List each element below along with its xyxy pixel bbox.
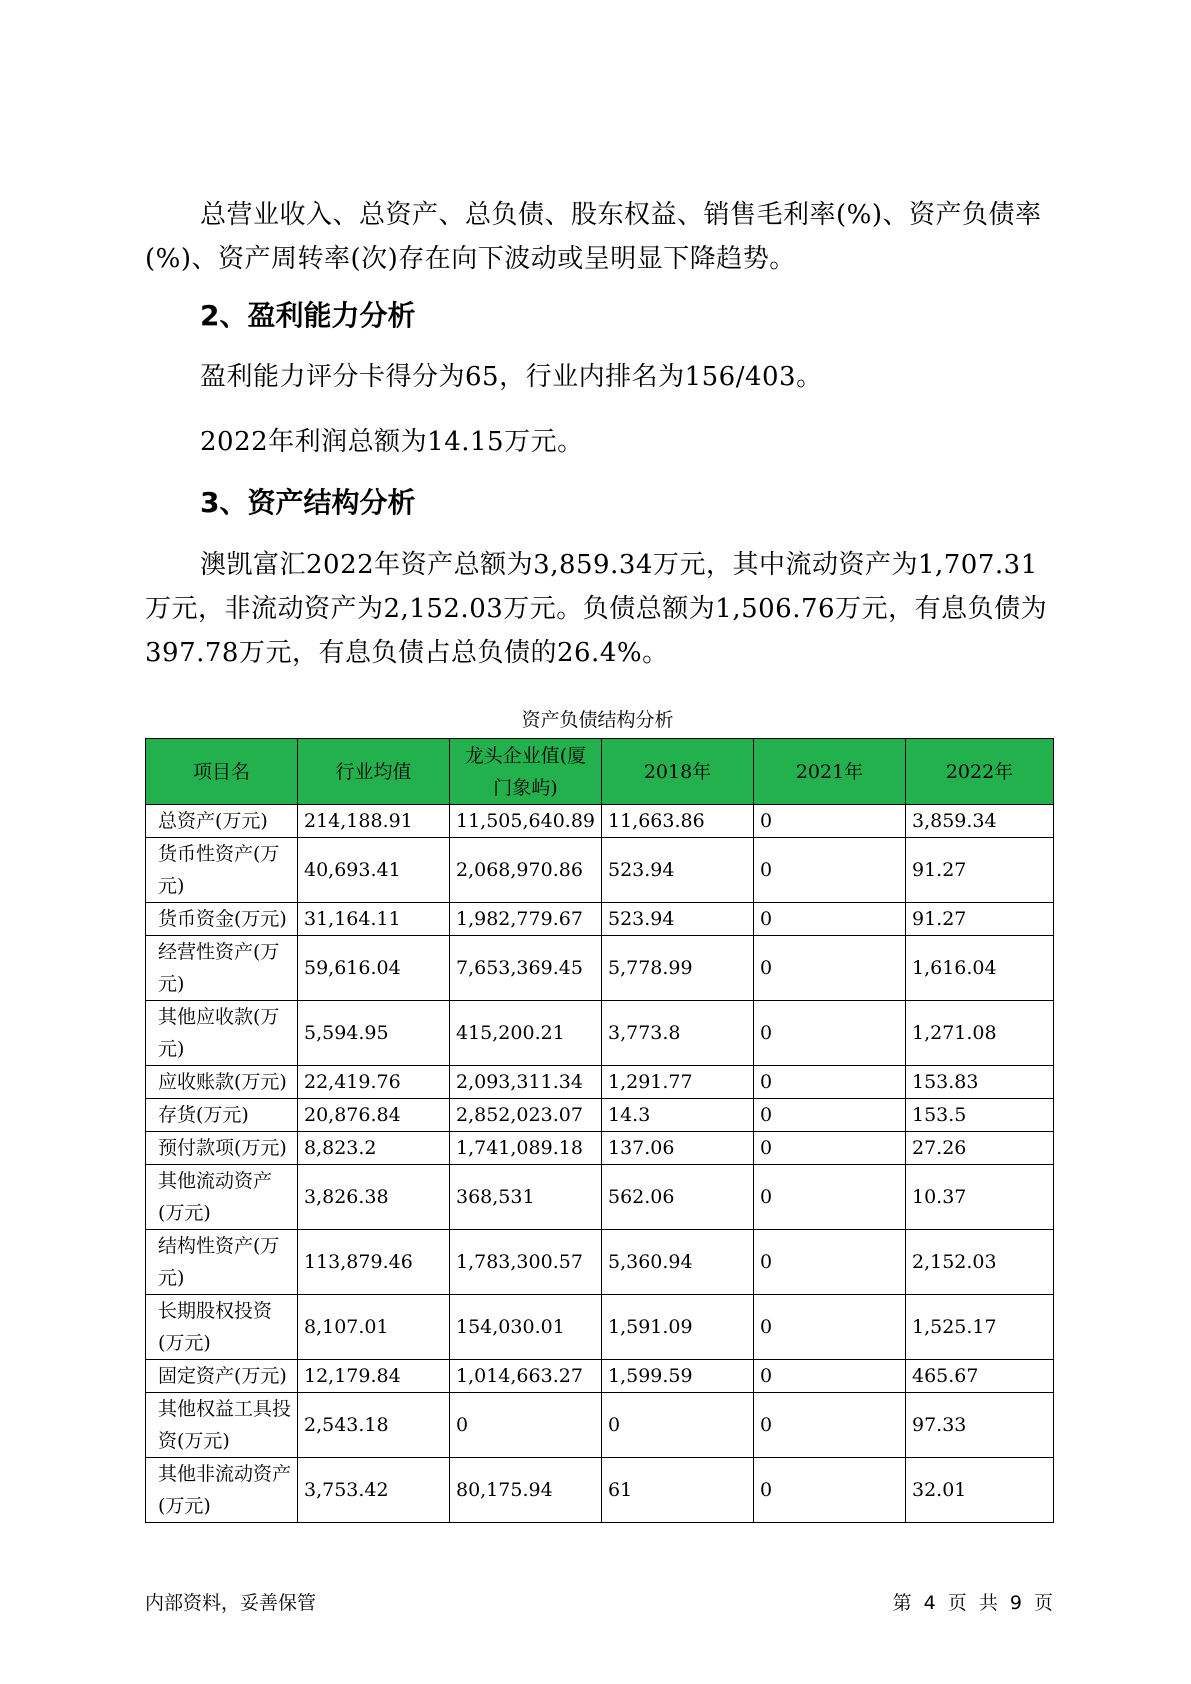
cell-industry-average: 31,164.11 xyxy=(298,903,450,936)
table-row xyxy=(146,1295,1054,1360)
cell-leader-value: 415,200.21 xyxy=(450,1001,602,1066)
table-row xyxy=(146,1001,1054,1066)
cell-leader-value: 2,068,970.86 xyxy=(450,838,602,903)
header-2021: 2021年 xyxy=(754,739,906,805)
cell-leader-value: 80,175.94 xyxy=(450,1458,602,1523)
cell-leader-value: 368,531 xyxy=(450,1165,602,1230)
cell-leader-value: 11,505,640.89 xyxy=(450,805,602,838)
cell-2021: 0 xyxy=(754,1458,906,1523)
cell-2021: 0 xyxy=(754,1295,906,1360)
row-label: 其他非流动资产(万元) xyxy=(146,1458,298,1523)
cell-2022: 91.27 xyxy=(906,838,1054,903)
cell-industry-average: 40,693.41 xyxy=(298,838,450,903)
footer-confidential-note: 内部资料，妥善保管 xyxy=(145,1592,317,1614)
cell-2022: 1,271.08 xyxy=(906,1001,1054,1066)
cell-industry-average: 3,826.38 xyxy=(298,1165,450,1230)
cell-2022: 153.83 xyxy=(906,1066,1054,1099)
cell-industry-average: 8,823.2 xyxy=(298,1132,450,1165)
cell-2018: 1,291.77 xyxy=(602,1066,754,1099)
cell-2022: 153.5 xyxy=(906,1099,1054,1132)
cell-2018: 3,773.8 xyxy=(602,1001,754,1066)
paragraph-trend: 总营业收入、总资产、总负债、股东权益、销售毛利率(%)、资产负债率(%)、资产周转率(次)存在向下波动或呈明显下降趋势。 xyxy=(145,200,1042,274)
cell-2021: 0 xyxy=(754,838,906,903)
row-label: 预付款项(万元) xyxy=(146,1132,298,1165)
cell-2022: 1,616.04 xyxy=(906,936,1054,1001)
cell-2021: 0 xyxy=(754,1099,906,1132)
cell-leader-value: 154,030.01 xyxy=(450,1295,602,1360)
cell-industry-average: 113,879.46 xyxy=(298,1230,450,1295)
cell-2021: 0 xyxy=(754,805,906,838)
asset-liability-table xyxy=(145,738,1054,1523)
row-label: 经营性资产(万元) xyxy=(146,936,298,1001)
cell-industry-average: 59,616.04 xyxy=(298,936,450,1001)
cell-2022: 10.37 xyxy=(906,1165,1054,1230)
cell-2018: 523.94 xyxy=(602,903,754,936)
row-label: 固定资产(万元) xyxy=(146,1360,298,1393)
cell-2021: 0 xyxy=(754,1393,906,1458)
section-heading-asset-structure: 3、资产结构分析 xyxy=(200,486,416,519)
cell-2018: 523.94 xyxy=(602,838,754,903)
table-row xyxy=(146,1230,1054,1295)
cell-2022: 465.67 xyxy=(906,1360,1054,1393)
cell-industry-average: 2,543.18 xyxy=(298,1393,450,1458)
cell-2022: 2,152.03 xyxy=(906,1230,1054,1295)
header-leader-value: 龙头企业值(厦门象屿) xyxy=(450,739,602,805)
row-label: 其他应收款(万元) xyxy=(146,1001,298,1066)
row-label: 总资产(万元) xyxy=(146,805,298,838)
table-row xyxy=(146,1458,1054,1523)
cell-2022: 1,525.17 xyxy=(906,1295,1054,1360)
footer-page-number: 第 4 页 共 9 页 xyxy=(892,1592,1053,1614)
cell-2021: 0 xyxy=(754,1165,906,1230)
cell-industry-average: 8,107.01 xyxy=(298,1295,450,1360)
row-label: 应收账款(万元) xyxy=(146,1066,298,1099)
cell-2018: 562.06 xyxy=(602,1165,754,1230)
table-row xyxy=(146,903,1054,936)
cell-industry-average: 22,419.76 xyxy=(298,1066,450,1099)
table-row xyxy=(146,1132,1054,1165)
section-heading-profitability: 2、盈利能力分析 xyxy=(200,299,416,332)
table-row xyxy=(146,1393,1054,1458)
cell-leader-value: 2,852,023.07 xyxy=(450,1099,602,1132)
cell-leader-value: 1,741,089.18 xyxy=(450,1132,602,1165)
row-label: 存货(万元) xyxy=(146,1099,298,1132)
cell-leader-value: 1,783,300.57 xyxy=(450,1230,602,1295)
cell-2018: 137.06 xyxy=(602,1132,754,1165)
cell-2022: 3,859.34 xyxy=(906,805,1054,838)
cell-2018: 0 xyxy=(602,1393,754,1458)
cell-2022: 97.33 xyxy=(906,1393,1054,1458)
table-row xyxy=(146,1165,1054,1230)
row-label: 其他权益工具投资(万元) xyxy=(146,1393,298,1458)
row-label: 货币性资产(万元) xyxy=(146,838,298,903)
cell-industry-average: 214,188.91 xyxy=(298,805,450,838)
cell-leader-value: 1,982,779.67 xyxy=(450,903,602,936)
table-header-row xyxy=(146,739,1054,805)
cell-leader-value: 1,014,663.27 xyxy=(450,1360,602,1393)
cell-2021: 0 xyxy=(754,1066,906,1099)
cell-2022: 32.01 xyxy=(906,1458,1054,1523)
paragraph-profit-score: 盈利能力评分卡得分为65，行业内排名为156/403。 xyxy=(200,362,823,392)
cell-2018: 1,599.59 xyxy=(602,1360,754,1393)
row-label: 长期股权投资(万元) xyxy=(146,1295,298,1360)
header-2022: 2022年 xyxy=(906,739,1054,805)
cell-2021: 0 xyxy=(754,1001,906,1066)
table-caption: 资产负债结构分析 xyxy=(521,709,674,731)
header-item-name: 项目名 xyxy=(146,739,298,805)
cell-leader-value: 2,093,311.34 xyxy=(450,1066,602,1099)
cell-leader-value: 7,653,369.45 xyxy=(450,936,602,1001)
cell-industry-average: 5,594.95 xyxy=(298,1001,450,1066)
cell-2021: 0 xyxy=(754,903,906,936)
cell-2021: 0 xyxy=(754,1132,906,1165)
cell-2018: 14.3 xyxy=(602,1099,754,1132)
cell-industry-average: 12,179.84 xyxy=(298,1360,450,1393)
table-row xyxy=(146,936,1054,1001)
cell-2022: 27.26 xyxy=(906,1132,1054,1165)
table-row xyxy=(146,838,1054,903)
header-2018: 2018年 xyxy=(602,739,754,805)
cell-2021: 0 xyxy=(754,1230,906,1295)
table-row xyxy=(146,1099,1054,1132)
paragraph-asset-summary: 澳凯富汇2022年资产总额为3,859.34万元，其中流动资产为1,707.31万元，非流动资产为2,152.03万元。负债总额为1,506.76万元，有息负债为397.78万元，有息负债占总负债的26.4%。 xyxy=(145,550,1048,668)
row-label: 货币资金(万元) xyxy=(146,903,298,936)
header-industry-average: 行业均值 xyxy=(298,739,450,805)
row-label: 结构性资产(万元) xyxy=(146,1230,298,1295)
cell-2022: 91.27 xyxy=(906,903,1054,936)
row-label: 其他流动资产(万元) xyxy=(146,1165,298,1230)
cell-2018: 5,778.99 xyxy=(602,936,754,1001)
cell-2018: 61 xyxy=(602,1458,754,1523)
table-row xyxy=(146,1066,1054,1099)
table-row xyxy=(146,805,1054,838)
paragraph-total-profit: 2022年利润总额为14.15万元。 xyxy=(200,427,584,457)
cell-2018: 5,360.94 xyxy=(602,1230,754,1295)
cell-2021: 0 xyxy=(754,936,906,1001)
cell-industry-average: 3,753.42 xyxy=(298,1458,450,1523)
cell-2018: 11,663.86 xyxy=(602,805,754,838)
cell-industry-average: 20,876.84 xyxy=(298,1099,450,1132)
cell-2018: 1,591.09 xyxy=(602,1295,754,1360)
cell-leader-value: 0 xyxy=(450,1393,602,1458)
cell-2021: 0 xyxy=(754,1360,906,1393)
table-row xyxy=(146,1360,1054,1393)
